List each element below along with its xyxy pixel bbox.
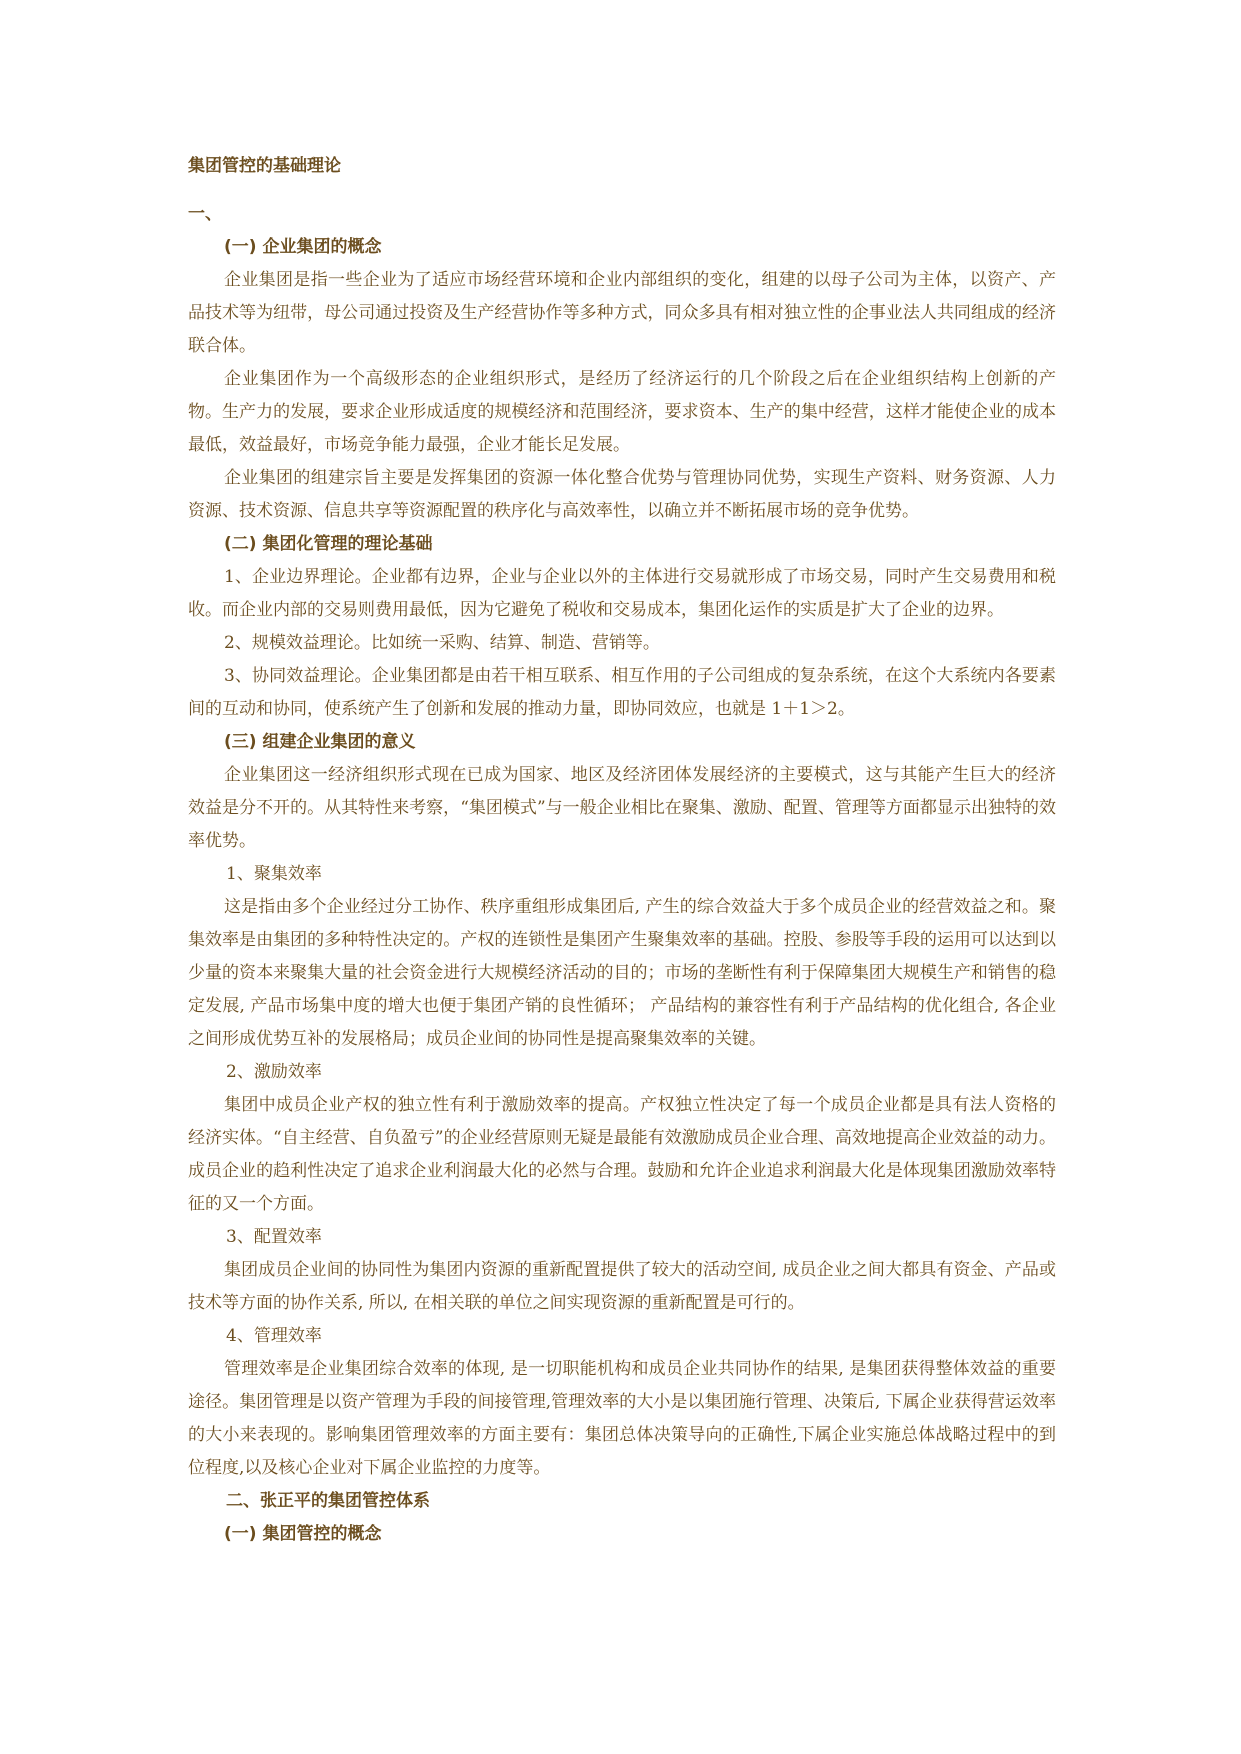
subsection-allocation-heading: 3、配置效率 xyxy=(226,1227,322,1247)
subsection-incentive-heading: 2、激励效率 xyxy=(226,1062,322,1082)
subsection-management-paragraph: 管理效率是企业集团综合效率的体现, 是一切职能机构和成员企业共同协作的结果, 是集团获得整体效益的重要途径。集团管理是以资产管理为手段的间接管理,管理效率的大小是以集团施行管理、决策后, 下属企业获得营运效率的大小来表现的。影响集团管理效率的方面主要有：集团总体决策导向的正确性,下属企业实施总体战略过程中的到位程度,以及核心企业对下属企业监控的力度等。 xyxy=(188,1359,1056,1478)
subsection-aggregation-heading: 1、聚集效率 xyxy=(226,864,322,884)
section-3-heading: (三) 组建企业集团的意义 xyxy=(224,732,416,752)
section-1-paragraph-1: 企业集团是指一些企业为了适应市场经营环境和企业内部组织的变化，组建的以母子公司为主体，以资产、产品技术等为纽带，母公司通过投资及生产经营协作等多种方式，同众多具有相对独立性的企事业法人共同组成的经济联合体。 xyxy=(188,270,1056,356)
section-1-heading: (一) 企业集团的概念 xyxy=(224,237,382,257)
section-2-heading: (二) 集团化管理的理论基础 xyxy=(224,534,433,554)
subsection-management-heading: 4、管理效率 xyxy=(226,1326,322,1346)
subsection-incentive-paragraph: 集团中成员企业产权的独立性有利于激励效率的提高。产权独立性决定了每一个成员企业都是具有法人资格的经济实体。“自主经营、自负盈亏”的企业经营原则无疑是最能有效激励成员企业合理、高效地提高企业效益的动力。成员企业的趋利性决定了追求企业利润最大化的必然与合理。鼓励和允许企业追求利润最大化是体现集团激励效率特征的又一个方面。 xyxy=(188,1095,1056,1214)
section-2-paragraph-3: 3、协同效益理论。企业集团都是由若干相互联系、相互作用的子公司组成的复杂系统，在这个大系统内各要素间的互动和协同，使系统产生了创新和发展的推动力量，即协同效应，也就是 1＋1＞2。 xyxy=(188,666,1056,719)
part-two-heading: 二、张正平的集团管控体系 xyxy=(226,1491,430,1511)
document-title: 集团管控的基础理论 xyxy=(188,156,341,176)
section-2-paragraph-1: 1、企业边界理论。企业都有边界，企业与企业以外的主体进行交易就形成了市场交易，同时产生交易费用和税收。而企业内部的交易则费用最低，因为它避免了税收和交易成本，集团化运作的实质是扩大了企业的边界。 xyxy=(188,567,1056,620)
section-1-paragraph-3: 企业集团的组建宗旨主要是发挥集团的资源一体化整合优势与管理协同优势，实现生产资料、财务资源、人力资源、技术资源、信息共享等资源配置的秩序化与高效率性，以确立并不断拓展市场的竞争优势。 xyxy=(188,468,1056,521)
subsection-allocation-paragraph: 集团成员企业间的协同性为集团内资源的重新配置提供了较大的活动空间, 成员企业之间大都具有资金、产品或技术等方面的协作关系, 所以, 在相关联的单位之间实现资源的重新配置是可行的。 xyxy=(188,1260,1056,1313)
section-1-paragraph-2: 企业集团作为一个高级形态的企业组织形式，是经历了经济运行的几个阶段之后在企业组织结构上创新的产物。生产力的发展，要求企业形成适度的规模经济和范围经济，要求资本、生产的集中经营，这样才能使企业的成本最低，效益最好，市场竞争能力最强，企业才能长足发展。 xyxy=(188,369,1056,455)
subsection-aggregation-paragraph: 这是指由多个企业经过分工协作、秩序重组形成集团后, 产生的综合效益大于多个成员企业的经营效益之和。聚集效率是由集团的多种特性决定的。产权的连锁性是集团产生聚集效率的基础。控股、参股等手段的运用可以达到以少量的资本来聚集大量的社会资金进行大规模经济活动的目的；市场的垄断性有利于保障集团大规模生产和销售的稳定发展, 产品市场集中度的增大也便于集团产销的良性循环； 产品结构的兼容性有利于产品结构的优化组合, 各企业之间形成优势互补的发展格局；成员企业间的协同性是提高聚集效率的关键。 xyxy=(188,897,1056,1049)
section-4-heading: (一) 集团管控的概念 xyxy=(224,1524,382,1544)
section-3-paragraph-1: 企业集团这一经济组织形式现在已成为国家、地区及经济团体发展经济的主要模式，这与其能产生巨大的经济效益是分不开的。从其特性来考察，“集团模式”与一般企业相比在聚集、激励、配置、管理等方面都显示出独特的效率优势。 xyxy=(188,765,1056,851)
part-one-heading: 一、 xyxy=(188,204,222,224)
section-2-paragraph-2: 2、规模效益理论。比如统一采购、结算、制造、营销等。 xyxy=(224,633,660,653)
document-page xyxy=(188,150,1056,1551)
